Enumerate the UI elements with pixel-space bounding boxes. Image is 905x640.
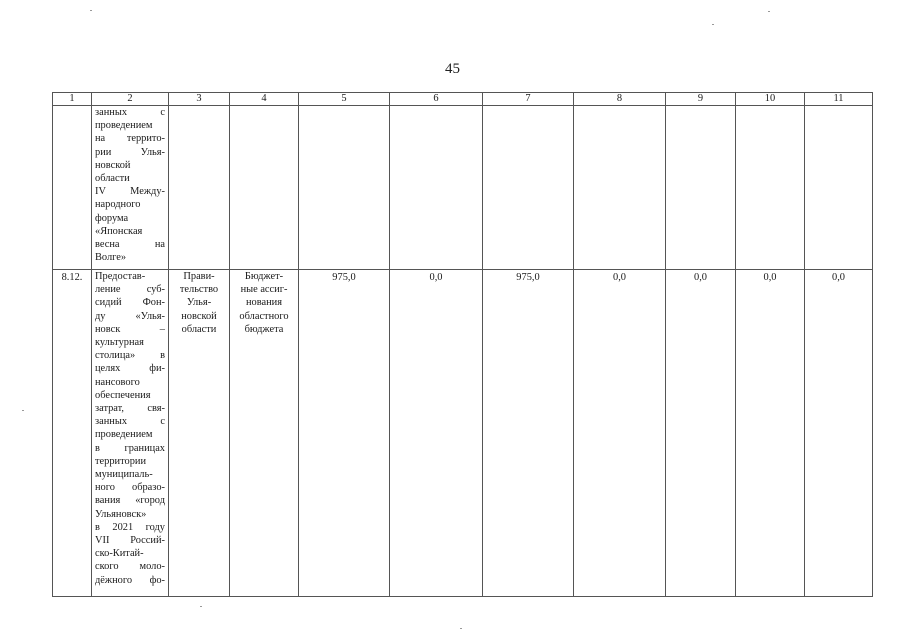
text-line: в 2021 году <box>95 521 165 533</box>
text-line: столица» в <box>95 350 165 362</box>
row-value <box>666 106 736 270</box>
text-line: новской <box>95 159 131 171</box>
text-line: VII Россий- <box>95 535 165 547</box>
text-line: в границах <box>95 442 165 454</box>
row-number <box>53 106 92 270</box>
scan-speck <box>460 628 462 629</box>
text-line: рии Улья- <box>95 146 165 158</box>
text-line: на террито- <box>95 133 165 145</box>
row-value <box>805 106 873 270</box>
text-line: Волге» <box>95 252 127 264</box>
row-value <box>483 106 574 270</box>
text-line: дёжного фо- <box>95 574 165 586</box>
row-funding-source <box>230 270 299 597</box>
text-line: ление суб- <box>95 284 165 296</box>
text-line: IV Между- <box>95 186 165 198</box>
column-header: 9 <box>666 93 736 106</box>
column-header: 8 <box>574 93 666 106</box>
row-value: 0,0 <box>805 270 873 597</box>
text-line: Бюджет- <box>244 271 284 282</box>
row-description <box>92 270 169 597</box>
text-line: Прави- <box>183 271 215 282</box>
text-line: занных с <box>95 107 165 118</box>
text-line: областного <box>239 310 289 322</box>
row-value <box>574 106 666 270</box>
row-value: 975,0 <box>299 270 390 597</box>
text-line: целях фи- <box>95 363 165 375</box>
text-line: весна на <box>95 239 165 251</box>
text-line: обеспечения <box>95 389 151 401</box>
row-value: 0,0 <box>736 270 805 597</box>
text-line: нансового <box>95 376 140 388</box>
row-executor <box>169 270 230 597</box>
column-header: 4 <box>230 93 299 106</box>
text-line: тельство <box>179 284 219 296</box>
text-line: проведением <box>95 429 153 441</box>
text-line: ного образо- <box>95 482 165 494</box>
text-line: Ульяновск» <box>95 508 147 520</box>
column-header: 10 <box>736 93 805 106</box>
table-row <box>53 106 873 270</box>
text-line: ду «Улья- <box>95 310 165 322</box>
text-line: территории <box>95 455 147 467</box>
text-line: Предостав- <box>95 271 146 282</box>
column-header: 5 <box>299 93 390 106</box>
text-line: бюджета <box>244 323 284 335</box>
row-number: 8.12. <box>53 270 92 597</box>
text-line: области <box>181 323 217 335</box>
text-line: сидий Фон- <box>95 297 165 309</box>
scan-speck <box>22 410 24 411</box>
row-value: 0,0 <box>390 270 483 597</box>
text-line: затрат, свя- <box>95 403 165 415</box>
column-header: 2 <box>92 93 169 106</box>
text-line: ско-Китай- <box>95 548 144 560</box>
text-line: проведением <box>95 120 153 132</box>
row-value <box>390 106 483 270</box>
text-line: вания «город <box>95 495 165 507</box>
text-line: нования <box>245 297 283 309</box>
row-description <box>92 106 169 270</box>
row-executor <box>169 106 230 270</box>
text-line: занных с <box>95 416 165 428</box>
column-header: 1 <box>53 93 92 106</box>
text-line: новской <box>181 310 217 322</box>
text-line: форума <box>95 212 129 224</box>
row-value: 0,0 <box>666 270 736 597</box>
scan-speck <box>768 11 770 12</box>
column-header: 3 <box>169 93 230 106</box>
row-funding-source <box>230 106 299 270</box>
scan-speck <box>90 10 92 11</box>
scan-speck <box>712 24 714 25</box>
row-value <box>299 106 390 270</box>
text-line: муниципаль- <box>95 469 153 481</box>
text-line: ные ассиг- <box>240 284 288 296</box>
text-line: культурная <box>95 337 144 349</box>
text-line: народного <box>95 199 141 211</box>
table-row <box>53 270 873 597</box>
column-header: 7 <box>483 93 574 106</box>
row-value: 0,0 <box>574 270 666 597</box>
column-header-row <box>53 93 873 106</box>
text-line: области <box>95 173 130 185</box>
text-line: новск – <box>95 323 165 335</box>
column-header: 6 <box>390 93 483 106</box>
text-line: Улья- <box>186 297 212 309</box>
column-header: 11 <box>805 93 873 106</box>
row-value: 975,0 <box>483 270 574 597</box>
row-value <box>736 106 805 270</box>
budget-table <box>52 92 873 597</box>
text-line: «Японская <box>95 225 143 237</box>
text-line: ского моло- <box>95 561 165 573</box>
page-number: 45 <box>445 61 460 77</box>
scan-speck <box>200 606 202 607</box>
